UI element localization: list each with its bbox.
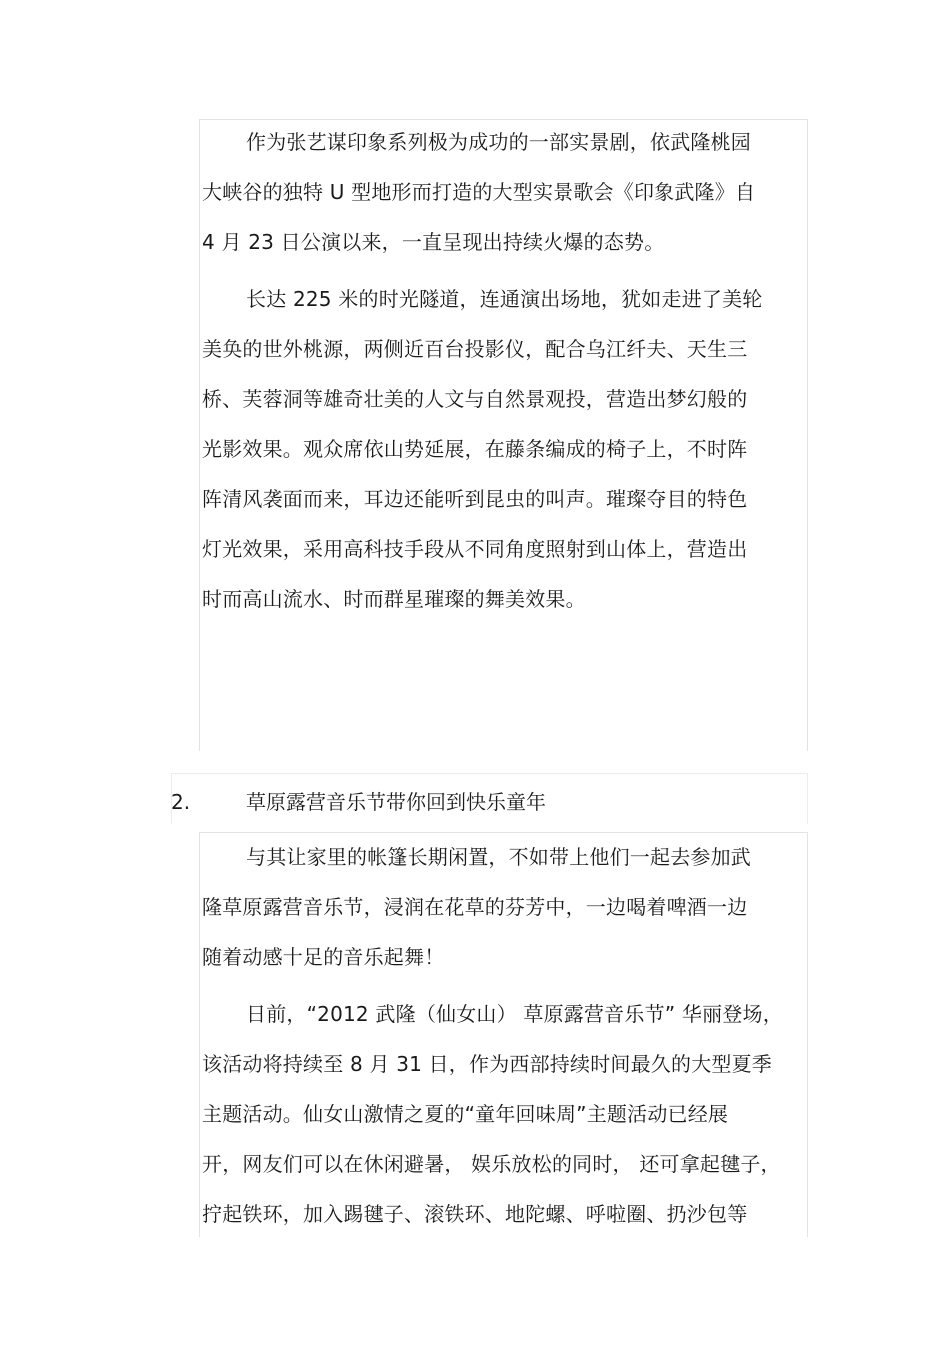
section-title: 草原露营音乐节带你回到快乐童年 — [246, 790, 546, 814]
text-block-1 — [199, 119, 808, 751]
paragraph-line: 美奂的世外桃源，两侧近百台投影仪，配合乌江纤夫、天生三 — [202, 337, 748, 361]
paragraph-line: 主题活动。仙女山激情之夏的“童年回味周”主题活动已经展 — [202, 1102, 729, 1126]
paragraph-line: 该活动将持续至 8 月 31 日，作为西部持续时间最久的大型夏季 — [202, 1052, 773, 1076]
paragraph-line: 光影效果。观众席依山势延展，在藤条编成的椅子上，不时阵 — [202, 437, 748, 461]
paragraph-line: 作为张艺谋印象系列极为成功的一部实景剧，依武隆桃园 — [246, 130, 751, 154]
paragraph-line: 随着动感十足的音乐起舞！ — [202, 945, 445, 969]
paragraph-line: 与其让家里的帐篷长期闲置，不如带上他们一起去参加武 — [246, 845, 751, 869]
paragraph-line: 开，网友们可以在休闲避暑， 娱乐放松的同时， 还可拿起毽子， — [202, 1152, 781, 1176]
paragraph-line: 时而高山流水、时而群星璀璨的舞美效果。 — [202, 587, 586, 611]
text-block-2 — [199, 832, 808, 1237]
paragraph-line: 4 月 23 日公演以来，一直呈现出持续火爆的态势。 — [202, 230, 665, 254]
paragraph-line: 拧起铁环，加入踢毽子、滚铁环、地陀螺、呼啦圈、扔沙包等 — [202, 1202, 748, 1226]
paragraph-line: 桥、芙蓉洞等雄奇壮美的人文与自然景观投，营造出梦幻般的 — [202, 387, 748, 411]
paragraph-line: 灯光效果，采用高科技手段从不同角度照射到山体上，营造出 — [202, 537, 748, 561]
paragraph-line: 长达 225 米的时光隧道，连通演出场地，犹如走进了美轮 — [246, 287, 763, 311]
paragraph-line: 隆草原露营音乐节，浸润在花草的芬芳中，一边喝着啤酒一边 — [202, 895, 748, 919]
paragraph-line: 日前，“2012 武隆（仙女山） 草原露营音乐节” 华丽登场， — [246, 1002, 783, 1026]
paragraph-line: 大峡谷的独特 U 型地形而打造的大型实景歌会《印象武隆》自 — [202, 180, 756, 204]
paragraph-line: 阵清风袭面而来，耳边还能听到昆虫的叫声。璀璨夺目的特色 — [202, 487, 748, 511]
section-number: 2. — [171, 790, 191, 814]
